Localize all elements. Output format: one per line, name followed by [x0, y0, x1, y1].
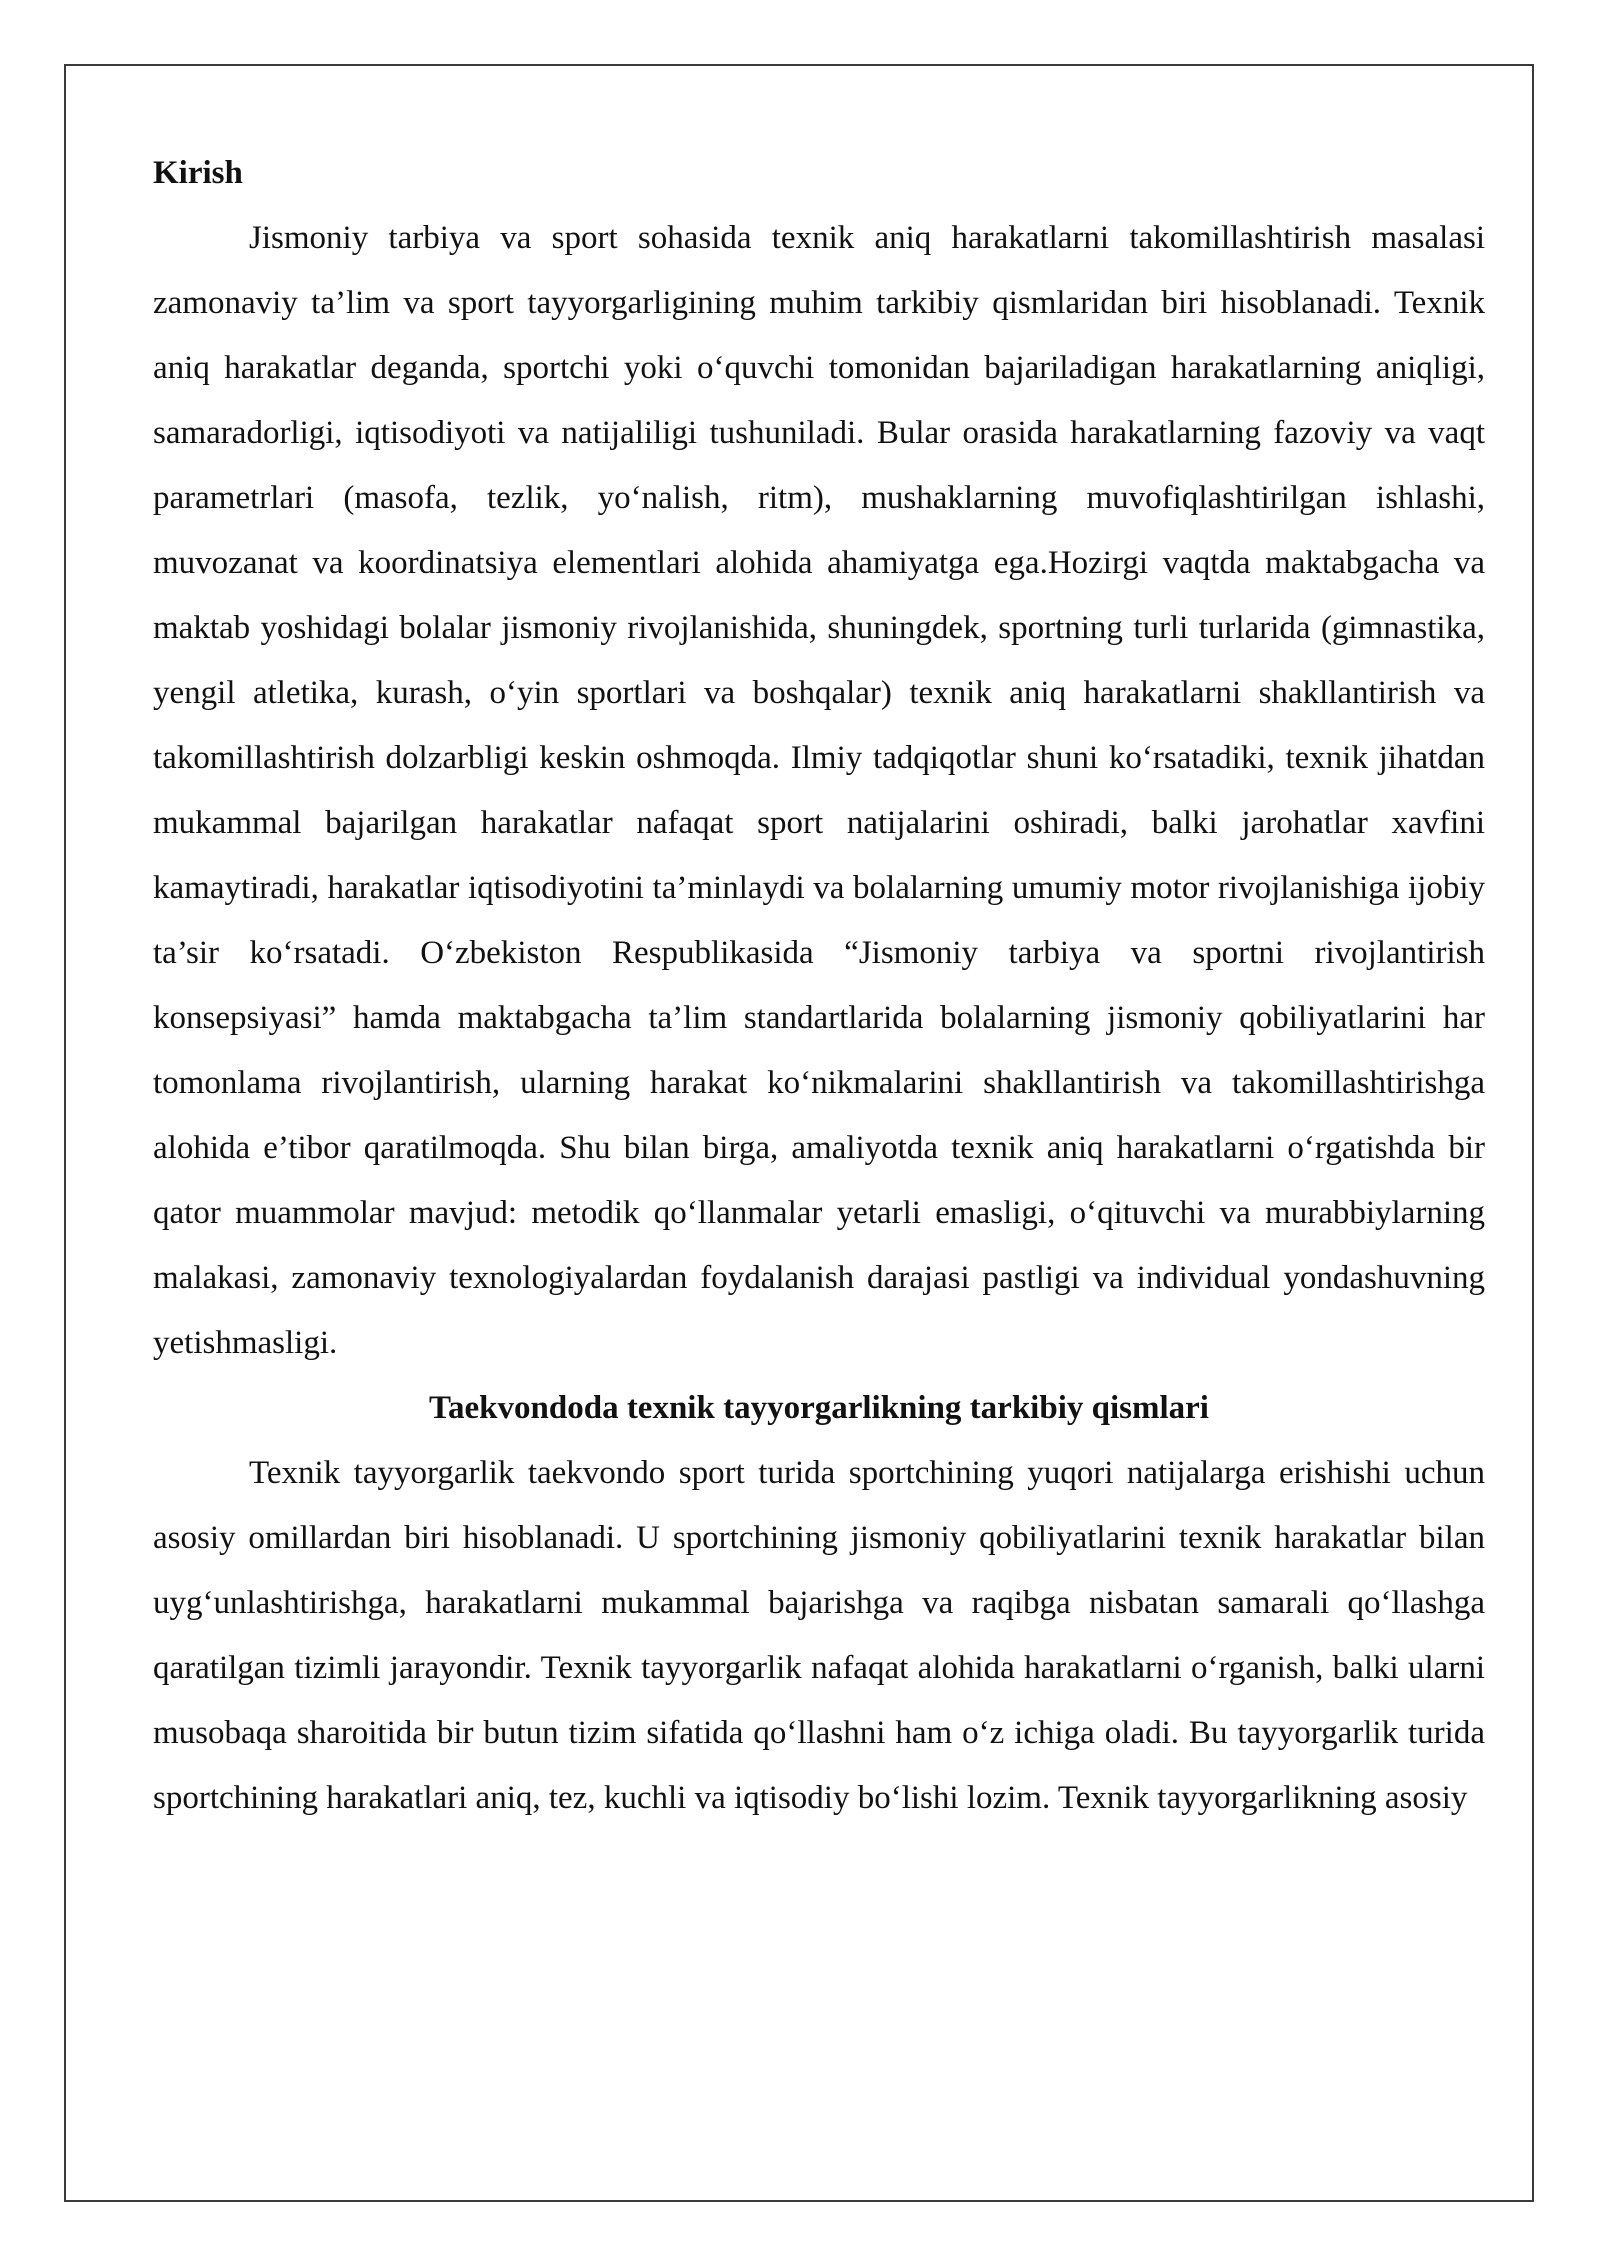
section-heading: Taekvondoda texnik tayyorgarlikning tarkibiy qismlari	[429, 1390, 1209, 1426]
intro-paragraph: Jismoniy tarbiya va sport sohasida texnik aniq harakatlarni takomillashtirish masalasi zamonaviy ta’lim va sport tayyorgarligining muhim tarkibiy qismlaridan biri hisoblanadi. Texnik aniq harakatlar deganda, sportchi yoki o‘quvchi tomonidan bajariladigan harakatlarning aniqligi, samaradorligi, iqtisodiyoti va natijaliligi tushuniladi. Bular orasida harakatlarning fazoviy va vaqt parametrlari (masofa, tezlik, yo‘nalish, ritm), mushaklarning muvofiqlashtirilgan ishlashi, muvozanat va koordinatsiya elementlari alohida ahamiyatga ega.Hozirgi vaqtda maktabgacha va maktab yoshidagi bolalar jismoniy rivojlanishida, shuningdek, sportning turli turlarida (gimnastika, yengil atletika, kurash, o‘yin sportlari va boshqalar) texnik aniq harakatlarni shakllantirish va takomillashtirish dolzarbligi keskin oshmoqda. Ilmiy tadqiqotlar shuni ko‘rsatadiki, texnik jihatdan mukammal bajarilgan harakatlar nafaqat sport natijalarini oshiradi, balki jarohatlar xavfini kamaytiradi, harakatlar iqtisodiyotini ta’minlaydi va bolalarning umumiy motor rivojlanishiga ijobiy ta’sir ko‘rsatadi. O‘zbekiston Respublikasida “Jismoniy tarbiya va sportni rivojlantirish konsepsiyasi” hamda maktabgacha ta’lim standartlarida bolalarning jismoniy qobiliyatlarini har tomonlama rivojlantirish, ularning harakat ko‘nikmalarini shakllantirish va takomillashtirishga alohida e’tibor qaratilmoqda. Shu bilan birga, amaliyotda texnik aniq harakatlarni o‘rgatishda bir qator muammolar mavjud: metodik qo‘llanmalar yetarli emasligi, o‘qituvchi va murabbiylarning malakasi, zamonaviy texnologiyalardan foydalanish darajasi pastligi va individual yondashuvning yetishmasligi.	[153, 220, 1485, 1361]
document-body	[153, 141, 1485, 1831]
section-paragraph: Texnik tayyorgarlik taekvondo sport turida sportchining yuqori natijalarga erishishi uchun asosiy omillardan biri hisoblanadi. U sportchining jismoniy qobiliyatlarini texnik harakatlar bilan uyg‘unlashtirishga, harakatlarni mukammal bajarishga va raqibga nisbatan samarali qo‘llashga qaratilgan tizimli jarayondir. Texnik tayyorgarlik nafaqat alohida harakatlarni o‘rganish, balki ularni musobaqa sharoitida bir butun tizim sifatida qo‘llashni ham o‘z ichiga oladi. Bu tayyorgarlik turida sportchining harakatlari aniq, tez, kuchli va iqtisodiy bo‘lishi lozim. Texnik tayyorgarlikning asosiy	[153, 1455, 1485, 1816]
intro-heading: Kirish	[153, 155, 243, 191]
